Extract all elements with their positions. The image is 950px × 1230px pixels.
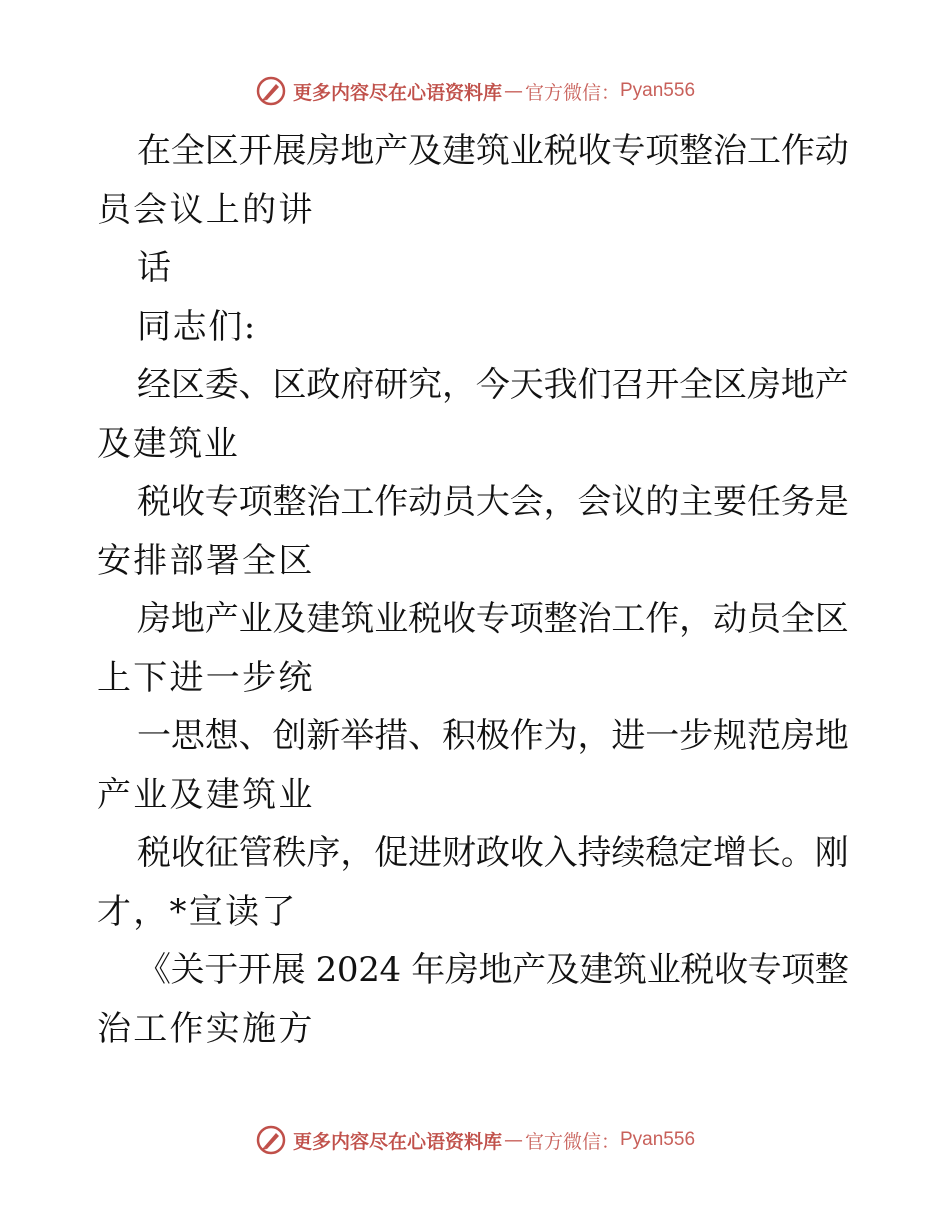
watermark-rest: 官方微信： [524, 1130, 620, 1153]
document-body [97, 122, 857, 1058]
pen-logo-icon [255, 1124, 287, 1156]
text-line: 安排部署全区 [97, 540, 315, 581]
text-line: 产业及建筑业 [97, 774, 315, 815]
text-line: 治工作实施方 [97, 1008, 315, 1049]
text-line: 才，*宣读了 [97, 891, 298, 932]
footer-watermark [0, 1120, 950, 1160]
watermark-lead: 更多内容尽在心语资料库 [292, 81, 502, 104]
watermark-rest: 官方微信： [524, 81, 620, 104]
text-line: 员会议上的讲 [97, 189, 315, 230]
text-line: 话 [137, 248, 175, 288]
text-line: 一思想、创新举措、积极作为，进一步规范房地 [137, 716, 849, 756]
text-line: 及建筑业 [97, 423, 240, 464]
text-line: 经区委、区政府研究，今天我们召开全区房地产 [137, 365, 849, 405]
text-line: 在全区开展房地产及建筑业税收专项整治工作动 [137, 131, 849, 171]
watermark-dash: — [503, 80, 523, 102]
pen-logo-icon [255, 75, 287, 107]
text-line: 《关于开展 2024 年房地产及建筑业税收专项整 [137, 950, 849, 990]
text-line: 税收征管秩序，促进财政收入持续稳定增长。刚 [137, 833, 849, 873]
watermark-id: Pyan556 [620, 1129, 696, 1150]
watermark-dash: — [503, 1129, 523, 1151]
watermark-lead: 更多内容尽在心语资料库 [292, 1130, 502, 1153]
text-line: 税收专项整治工作动员大会，会议的主要任务是 [137, 482, 849, 522]
text-line: 上下进一步统 [97, 657, 315, 698]
text-line: 房地产业及建筑业税收专项整治工作，动员全区 [137, 599, 849, 639]
watermark-id: Pyan556 [620, 80, 696, 101]
header-watermark [0, 71, 950, 111]
text-line: 同志们: [137, 306, 257, 347]
